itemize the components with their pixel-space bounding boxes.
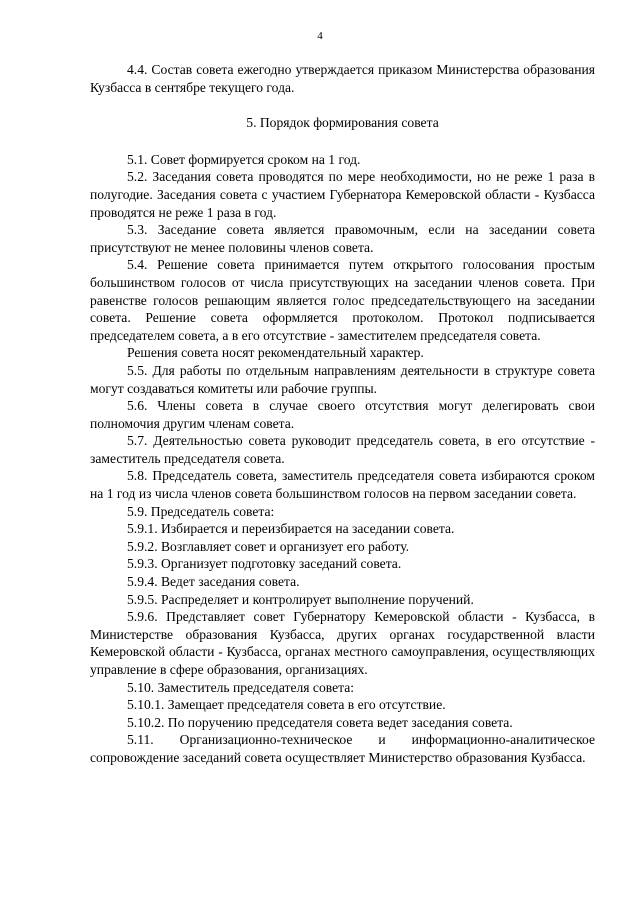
paragraph-5-11: 5.11. Организационно-техническое и информационно-аналитическое сопровождение заседаний совета осуществляет Министерство образования Кузбасса. [90,732,595,765]
section-heading-5: 5. Порядок формирования совета [246,115,439,131]
paragraph-5-10: 5.10. Заместитель председателя совета: [127,679,355,695]
paragraph-5-9-1: 5.9.1. Избирается и переизбирается на заседании совета. [127,521,455,537]
page-number: 4 [317,30,323,42]
paragraph-5-3: 5.3. Заседание совета является правомочным, если на заседании совета присутствуют не менее половины членов совета. [90,222,595,255]
paragraph-5-9: 5.9. Председатель совета: [127,503,275,519]
paragraph-5-1: 5.1. Совет формируется сроком на 1 год. [127,151,361,167]
paragraph-recommendation: Решения совета носят рекомендательный характер. [127,345,424,361]
paragraph-5-9-3: 5.9.3. Организует подготовку заседаний совета. [127,556,402,572]
paragraph-5-9-5: 5.9.5. Распределяет и контролирует выполнение поручений. [127,591,474,607]
paragraph-5-6: 5.6. Члены совета в случае своего отсутствия могут делегировать свои полномочия другим членам совета. [90,398,595,431]
paragraph-5-9-4: 5.9.4. Ведет заседания совета. [127,574,300,590]
paragraph-5-10-2: 5.10.2. По поручению председателя совета ведет заседания совета. [127,714,513,730]
paragraph-5-9-6: 5.9.6. Представляет совет Губернатору Кемеровской области - Кузбасса, в Министерстве образования Кузбасса, других органах государственной власти Кемеровской области - Кузбасса, органах местного самоуправления, осуществляющих управление в сфере образования, организациях. [90,609,595,677]
paragraph-4-4: 4.4. Состав совета ежегодно утверждается приказом Министерства образования Кузбасса в сентябре текущего года. [90,62,595,95]
paragraph-5-10-1: 5.10.1. Замещает председателя совета в его отсутствие. [127,697,446,713]
paragraph-5-7: 5.7. Деятельностью совета руководит председатель совета, в его отсутствие - заместитель председателя совета. [90,433,595,466]
document-body [90,61,595,767]
paragraph-5-8: 5.8. Председатель совета, заместитель председателя совета избираются сроком на 1 год из числа членов совета большинством голосов на первом заседании совета. [90,468,595,502]
paragraph-5-5: 5.5. Для работы по отдельным направлениям деятельности в структуре совета могут создаваться комитеты или рабочие группы. [90,362,595,396]
paragraph-5-9-2: 5.9.2. Возглавляет совет и организует его работу. [127,538,410,554]
paragraph-5-4: 5.4. Решение совета принимается путем открытого голосования простым большинством голосов от числа присутствующих на заседании членов совета. При равенстве голосов решающим является голос председательствующего на заседании совета. Решение совета оформляется протоколом. Протокол подписывается председателем совета, а в его отсутствие - заместителем председателя совета. [90,257,595,343]
paragraph-5-2: 5.2. Заседания совета проводятся по мере необходимости, но не реже 1 раза в полугодие. Заседания совета с участием Губернатора Кемеровской области - Кузбасса проводятся не реже 1 раза в год. [90,169,595,220]
